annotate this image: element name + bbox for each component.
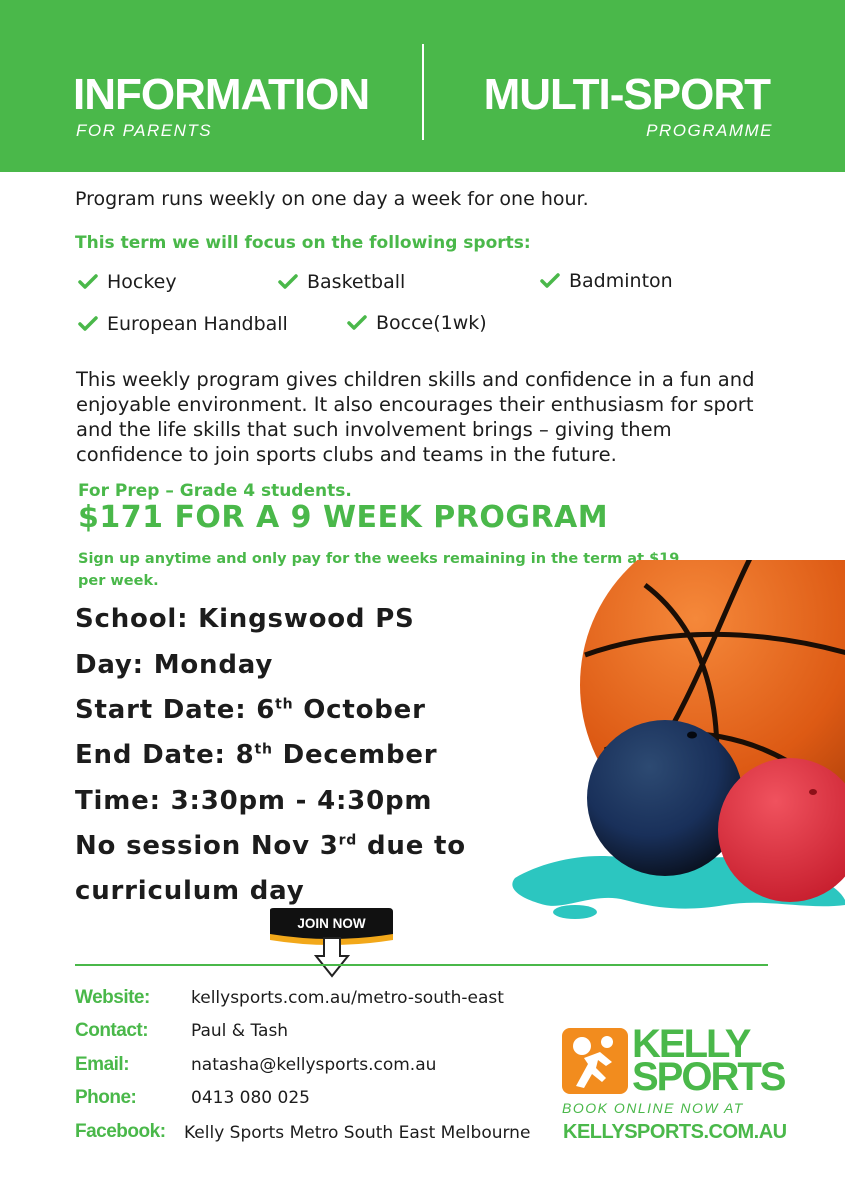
contact-value: Paul & Tash bbox=[191, 1021, 289, 1041]
contact-divider bbox=[75, 964, 768, 966]
sport-label: Bocce(1wk) bbox=[376, 312, 487, 334]
detail-start-date: Start Date: 6th October bbox=[75, 695, 426, 725]
header-left-title: INFORMATION bbox=[73, 70, 370, 119]
sport-label: European Handball bbox=[107, 313, 288, 335]
sport-item-basketball bbox=[278, 271, 405, 293]
sport-item-bocce bbox=[347, 312, 487, 334]
eligibility-text: For Prep – Grade 4 students. bbox=[78, 481, 352, 501]
detail-no-session-line2: curriculum day bbox=[75, 876, 305, 906]
check-icon bbox=[78, 316, 98, 332]
focus-heading: This term we will focus on the following sports: bbox=[75, 233, 531, 253]
check-icon bbox=[347, 315, 367, 331]
sports-balls-illustration bbox=[505, 560, 845, 930]
booking-url-link[interactable]: KELLYSPORTS.COM.AU bbox=[563, 1121, 787, 1143]
website-label: Website: bbox=[75, 987, 150, 1008]
program-description: This weekly program gives children skills and confidence in a fun and enjoyable environment. It also encourages their enthusiasm for sport and the life skills that such involvement brings – giving them confidence to join sports clubs and teams in the future. bbox=[76, 368, 755, 466]
facebook-value[interactable]: Kelly Sports Metro South East Melbourne bbox=[184, 1123, 531, 1143]
email-label: Email: bbox=[75, 1054, 130, 1075]
detail-time: Time: 3:30pm - 4:30pm bbox=[75, 786, 433, 816]
sport-label: Badminton bbox=[569, 270, 673, 292]
sport-item-hockey bbox=[78, 271, 177, 293]
check-icon bbox=[78, 274, 98, 290]
sport-item-badminton bbox=[540, 270, 673, 292]
email-link[interactable]: natasha@kellysports.com.au bbox=[191, 1055, 437, 1075]
kelly-sports-figure-icon bbox=[562, 1028, 628, 1094]
phone-value[interactable]: 0413 080 025 bbox=[191, 1088, 310, 1108]
header-divider bbox=[422, 44, 424, 140]
check-icon bbox=[540, 273, 560, 289]
contact-label: Contact: bbox=[75, 1020, 149, 1041]
logo-line-1: KELLY bbox=[632, 1022, 750, 1066]
signup-note: Sign up anytime and only pay for the weeks remaining in the term at $19 per week. bbox=[78, 551, 680, 589]
logo-line-2: SPORTS bbox=[632, 1055, 785, 1099]
detail-school: School: Kingswood PS bbox=[75, 604, 415, 634]
book-online-text: BOOK ONLINE NOW AT bbox=[562, 1100, 744, 1116]
intro-text: Program runs weekly on one day a week for one hour. bbox=[75, 188, 589, 210]
detail-no-session: No session Nov 3rd due to bbox=[75, 831, 466, 861]
facebook-label: Facebook: bbox=[75, 1121, 166, 1142]
phone-label: Phone: bbox=[75, 1087, 137, 1108]
check-icon bbox=[278, 274, 298, 290]
website-link[interactable]: kellysports.com.au/metro-south-east bbox=[191, 988, 504, 1008]
sport-item-european-handball bbox=[78, 313, 288, 335]
detail-end-date: End Date: 8th December bbox=[75, 740, 438, 770]
sport-label: Hockey bbox=[107, 271, 177, 293]
sport-label: Basketball bbox=[307, 271, 406, 293]
header-right-title: MULTI-SPORT bbox=[483, 70, 770, 119]
join-now-label: JOIN NOW bbox=[297, 916, 366, 931]
join-now-button[interactable] bbox=[268, 908, 395, 984]
kelly-sports-logo bbox=[562, 1022, 785, 1099]
header-banner bbox=[0, 0, 845, 172]
detail-day: Day: Monday bbox=[75, 650, 274, 680]
header-left-subtitle: FOR PARENTS bbox=[76, 121, 213, 140]
header-right-subtitle: PROGRAMME bbox=[646, 121, 773, 140]
price-line: $171 FOR A 9 WEEK PROGRAM bbox=[78, 500, 609, 535]
